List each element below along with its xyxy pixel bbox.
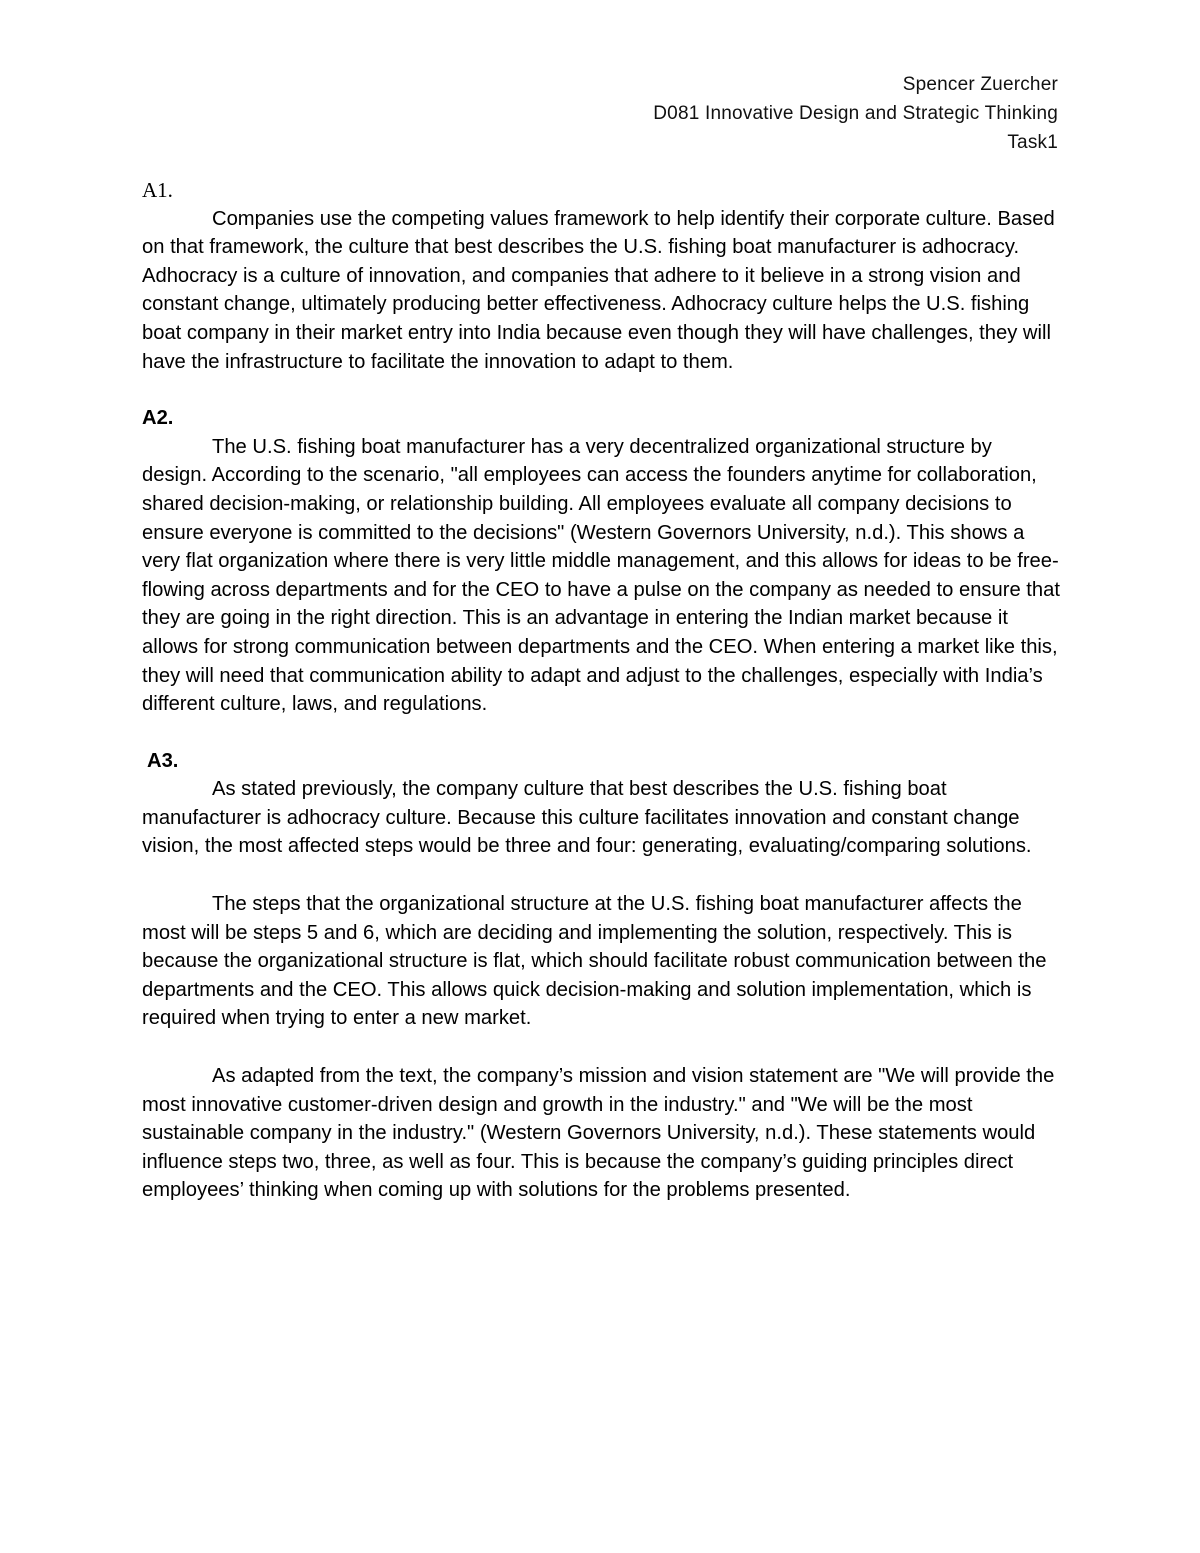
document-body <box>142 176 1062 1205</box>
section-a1-paragraph: Companies use the competing values framework to help identify their corporate culture. Based on that framework, the culture that best describes the U.S. fishing boat manufacturer is adhocracy. Adhocracy is a culture of innovation, and companies that adhere to it believe in a strong vision and constant change, ultimately producing better effectiveness. Adhocracy culture helps the U.S. fishing boat company in their market entry into India because even though they will have challenges, they will have the infrastructure to facilitate the innovation to adapt to them. <box>142 207 1055 373</box>
spacer <box>142 861 1062 890</box>
section-heading-a2: A2. <box>142 407 174 430</box>
section-a3 <box>142 747 1062 1205</box>
section-a3-paragraph-2: The steps that the organizational structure at the U.S. fishing boat manufacturer affects the most will be steps 5 and 6, which are deciding and implementing the solution, respectively. This is because the organizational structure is flat, which should facilitate robust communication between the departments and the CEO. This allows quick decision-making and solution implementation, which is required when trying to enter a new market. <box>142 893 1047 1030</box>
section-a3-paragraph-3: As adapted from the text, the company’s mission and vision statement are "We will provide the most innovative customer-driven design and growth in the industry." and "We will be the most sustainable company in the industry." (Western Governors University, n.d.). These statements would influence steps two, three, as well as four. This is because the company’s guiding principles direct employees’ thinking when coming up with solutions for the problems presented. <box>142 1065 1055 1202</box>
spacer <box>142 1033 1062 1062</box>
spacer <box>142 376 1062 404</box>
course-title: D081 Innovative Design and Strategic Thinking <box>653 103 1058 124</box>
section-a3-paragraph-1: As stated previously, the company culture that best describes the U.S. fishing boat manufacturer is adhocracy culture. Because this culture facilitates innovation and constant change vision, the most affected steps would be three and four: generating, evaluating/comparing solutions. <box>142 778 1032 858</box>
spacer <box>142 719 1062 747</box>
section-heading-a1: A1. <box>142 178 173 202</box>
document-header <box>653 70 1058 157</box>
section-a2 <box>142 404 1062 719</box>
section-heading-a3: A3. <box>147 749 179 772</box>
section-a1 <box>142 176 1062 376</box>
task-label: Task1 <box>1007 132 1058 153</box>
author-name: Spencer Zuercher <box>902 74 1058 95</box>
section-a2-paragraph: The U.S. fishing boat manufacturer has a very decentralized organizational structure by design. According to the scenario, "all employees can access the founders anytime for collaboration, shared decision-making, or relationship building. All employees evaluate all company decisions to ensure everyone is committed to the decisions" (Western Governors University, n.d.). This shows a very flat organization where there is very little middle management, and this allows for ideas to be free-flowing across departments and for the CEO to have a pulse on the company as needed to ensure that they are going in the right direction. This is an advantage in entering the Indian market because it allows for strong communication between departments and the CEO. When entering a market like this, they will need that communication ability to adapt and adjust to the challenges, especially with India’s different culture, laws, and regulations. <box>142 435 1060 716</box>
